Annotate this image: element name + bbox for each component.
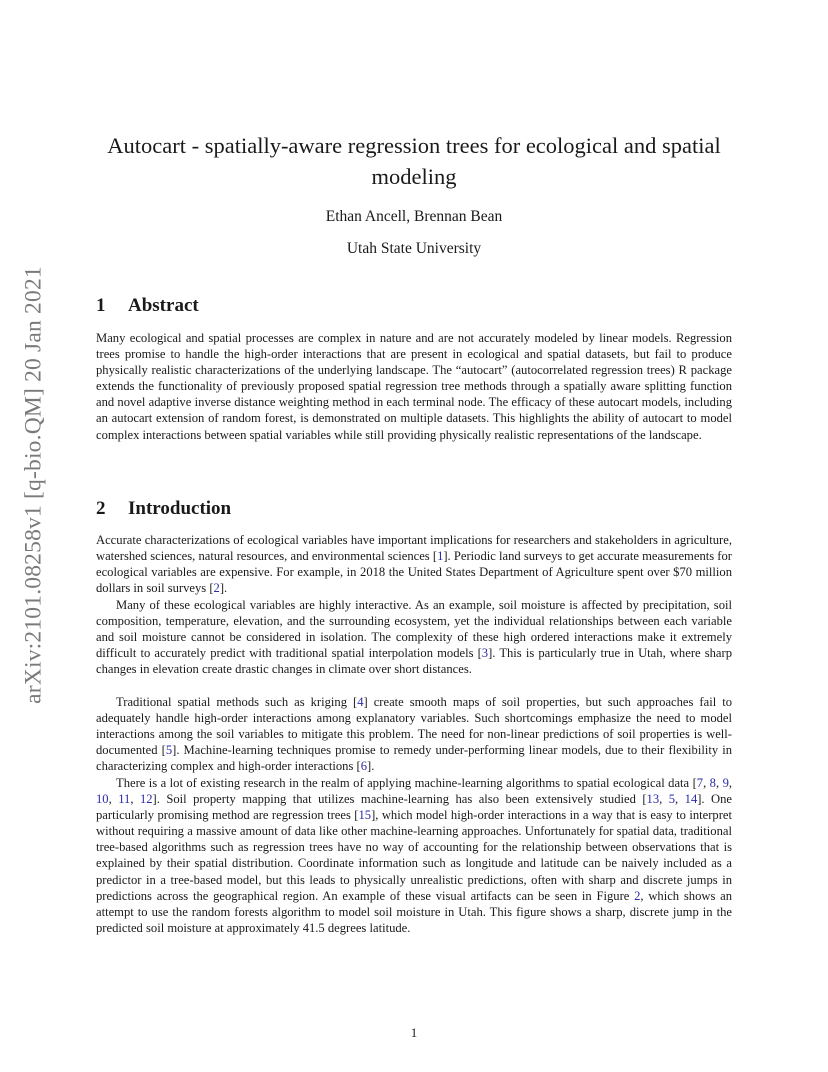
section-number: 2 [96, 498, 106, 519]
citation-link[interactable]: 13 [646, 792, 660, 807]
abstract-paragraph: Many ecological and spatial processes are complex in nature and are not accurately modeled by linear models. Regression trees promise to handle the high-order interactions that are present in ecological and spatial datasets, but fail to produce physically realistic characterizations of the underlying landscape. The “autocart” (autocorrelated regression trees) R package extends the functionality of previously proposed spatial regression tree methods through a spatially aware splitting function and novel adaptive inverse distance weighting method in each terminal node. The efficacy of these autocart models, including an autocart extension of random forest, is demonstrated on multiple datasets. This highlights the ability of autocart to model complex interactions between spatial variables while still providing physically realistic representations of the landscape. [96, 331, 732, 442]
citation-link[interactable]: 9 [722, 776, 729, 790]
intro-paragraph-1: Accurate characterizations of ecological variables have important implications for researchers and stakeholders in agriculture, watershed sciences, natural resources, and environmental sciences [1]. Periodic land surveys to get accurate measurements for ecological variables are expensive. For example, in 2018 the United States Department of Agriculture spent over $70 million dollars in soil surveys [2]. [96, 533, 732, 596]
citation-link[interactable]: 7 [696, 776, 704, 790]
citation-link[interactable]: 3 [481, 646, 489, 661]
citation-link[interactable]: 5 [165, 743, 173, 758]
intro-paragraph-2: Many of these ecological variables are highly interactive. As an example, soil moisture is affected by precipitation, soil composition, temperature, elevation, and the surrounding ecosystem, yet the individual relationships between each variable and soil moisture cannot be considered in isolation. The complexity of these high ordered interactions make it extremely difficult to accurately predict with traditional spatial interpolation models [3]. This is particularly true in Utah, where sharp changes in elevation create drastic changes in climate over short distances. [96, 598, 732, 677]
citation-link[interactable]: 10 [96, 792, 109, 807]
citation-link[interactable]: 15 [358, 808, 372, 823]
intro-paragraph-3: Traditional spatial methods such as kriging [4] create smooth maps of soil properties, but such approaches fail to adequately handle high-order interactions among explanatory variables. Such shortcomings emphasize the need to model interactions among the soil variables to mitigate this problem. The need for non-linear predictions of soil properties is well-documented [5]. Machine-learning techniques promise to remedy under-performing linear models, due to their flexibility in characterizing complex and high-order interactions [6]. [96, 695, 733, 774]
section-title: Abstract [128, 295, 199, 316]
section-heading-abstract [96, 295, 199, 317]
section-title: Introduction [128, 498, 232, 519]
paper-affiliation: Utah State University [346, 240, 482, 257]
citation-link[interactable]: 11 [118, 792, 131, 807]
citation-link[interactable]: 6 [360, 759, 367, 774]
citation-link[interactable]: 2 [213, 581, 220, 596]
paper-title: Autocart - spatially-aware regression trees for ecological and spatial modeling [107, 133, 721, 189]
citation-link[interactable]: 8 [709, 776, 716, 790]
intro-paragraph-4: There is a lot of existing research in the realm of applying machine-learning algorithms to spatial ecological data [7, 8, 9, 10, 11, 12]. Soil property mapping that utilizes machine-learning has also been extensively studied [13, 5, 14]. One particularly promising method are regression trees [15], which model high-order interactions in a way that is easy to interpret without requiring a massive amount of data like other machine-learning approaches. Unfortunately for spatial data, traditional tree-based algorithms such as regression trees have no way of accounting for the relationship between observations that is explained by their spatial distribution. Coordinate information such as longitude and latitude can be naively included as a predictor in a tree-based model, but this leads to physically unrealistic predictions, often with sharp and discrete jumps in predictions across the geographical region. An example of these visual artifacts can be seen in Figure 2, which shows an attempt to use the random forests algorithm to model soil moisture in Utah. This figure shows a sharp, discrete jump in the predicted soil moisture at approximately 41.5 degrees latitude. [96, 776, 733, 935]
section-number: 1 [96, 295, 106, 316]
citation-link[interactable]: 4 [357, 695, 364, 709]
citation-link[interactable]: 5 [668, 792, 676, 807]
arxiv-sidebar-stamp [14, 266, 54, 704]
page-number: 1 [410, 1025, 418, 1040]
figure-ref-link[interactable]: 2 [634, 888, 641, 903]
section-heading-introduction [96, 498, 231, 520]
paper-authors: Ethan Ancell, Brennan Bean [325, 208, 503, 225]
citation-link[interactable]: 12 [139, 792, 153, 807]
citation-link[interactable]: 1 [437, 549, 444, 564]
citation-link[interactable]: 14 [684, 792, 698, 807]
arxiv-identifier: arXiv:2101.08258v1 [q-bio.QM] 20 Jan 2021 [20, 266, 47, 704]
